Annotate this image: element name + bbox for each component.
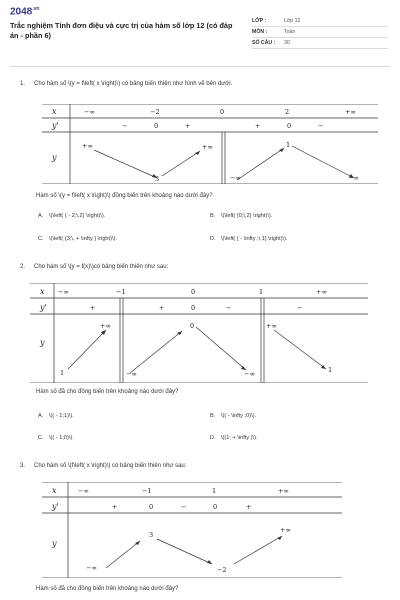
logo-suffix: .vn <box>32 6 40 12</box>
option-text: \(\left( { - 2;\,2} \right)\). <box>49 213 106 219</box>
y-value: −∞ <box>244 370 255 378</box>
option-text: \((1; + \infty )\). <box>221 435 258 441</box>
option-text: \(\left( {3;\, + \infty } \right)\). <box>49 236 117 242</box>
option-label: B. <box>210 413 216 419</box>
y-value: −∞ <box>126 370 137 378</box>
sign: 0 <box>191 304 196 312</box>
question-number: 3. <box>20 463 26 469</box>
option-text: \(\left( {0;\,2} \right)\). <box>221 213 273 219</box>
meta-row-class <box>252 16 388 27</box>
y-value: −∞ <box>230 174 241 182</box>
meta-value: Toán <box>284 29 296 35</box>
x-tick: +∞ <box>316 288 327 296</box>
row-label-x: x <box>52 486 57 495</box>
option-text: \(( - 1;0)\). <box>49 435 74 441</box>
sign: 0 <box>154 122 159 130</box>
x-tick: 0 <box>220 108 225 116</box>
meta-value: 30 <box>284 40 290 46</box>
x-tick: −∞ <box>58 288 69 296</box>
option-label: B. <box>210 213 216 219</box>
question-number: 1. <box>20 81 26 87</box>
option-label: A. <box>38 213 44 219</box>
option-d[interactable] <box>210 236 288 242</box>
question-text: Cho hàm số \(y = f(x)\)có bảng biến thiên như sau: <box>34 264 169 270</box>
logo-text: 2048 <box>10 6 33 18</box>
y-value: −∞ <box>86 564 97 572</box>
sign: + <box>255 122 261 130</box>
meta-table <box>252 16 388 49</box>
y-value: 0 <box>190 322 195 330</box>
option-a[interactable] <box>38 413 74 419</box>
y-value: +∞ <box>202 143 213 151</box>
option-label: A. <box>38 413 44 419</box>
option-text: \(( - 1;1)\). <box>49 413 74 419</box>
y-value: 1 <box>328 366 333 374</box>
row-label-yprime: y' <box>40 303 47 312</box>
option-label: C. <box>38 236 44 242</box>
sign: − <box>122 122 128 130</box>
question-3-stem <box>20 462 186 470</box>
header-divider <box>10 66 390 67</box>
meta-value: Lớp 12 <box>284 18 301 24</box>
sign: 0 <box>149 503 154 511</box>
y-value: 3 <box>155 175 160 183</box>
meta-key: LỚP : <box>252 18 267 24</box>
option-b[interactable] <box>210 213 272 219</box>
x-tick: −1 <box>116 288 126 296</box>
question-text: Cho hàm số \(f\left( x \right)\) có bảng biến thiên như sau: <box>34 463 187 469</box>
variation-table-2 <box>30 283 368 383</box>
row-label-y: y <box>52 153 57 162</box>
question-2-stem <box>20 263 168 271</box>
question-number: 2. <box>20 264 26 270</box>
question-1-stem <box>20 80 232 88</box>
row-label-yprime: y' <box>52 121 59 130</box>
row-label-x: x <box>40 287 45 296</box>
y-value: 3 <box>149 531 154 539</box>
sign: − <box>226 304 232 312</box>
x-tick: 1 <box>212 487 217 495</box>
row-label-x: x <box>52 107 57 116</box>
x-tick: +∞ <box>345 108 356 116</box>
option-a[interactable] <box>38 213 105 219</box>
x-tick: −∞ <box>84 108 95 116</box>
variation-table-1 <box>42 104 378 184</box>
row-label-y: y <box>52 539 57 548</box>
sign: − <box>181 503 187 511</box>
option-d[interactable] <box>210 435 258 441</box>
y-value: −∞ <box>348 174 359 182</box>
x-tick: 1 <box>259 288 264 296</box>
option-c[interactable] <box>38 435 74 441</box>
meta-key: MÔN : <box>252 29 268 35</box>
y-value: +∞ <box>280 526 291 534</box>
x-tick: 2 <box>285 108 290 116</box>
y-value: +∞ <box>82 142 93 150</box>
page-title: Trắc nghiệm Tính đơn điệu và cực trị của hàm số lớp 12 (có đáp án - phần 6) <box>10 21 233 40</box>
sign: 0 <box>213 503 218 511</box>
sign: + <box>159 304 165 312</box>
sign: + <box>246 503 252 511</box>
sign: + <box>185 122 191 130</box>
sign: − <box>297 304 303 312</box>
question-2-prompt: Hàm số đã cho đồng biến trên khoảng nào dưới đây? <box>36 389 179 395</box>
option-text: \(( - \infty ;0)\). <box>221 413 257 419</box>
question-1-prompt: Hàm số \(y = f\left( x \right)\) đồng biến trên khoảng nào dưới đây? <box>36 193 213 199</box>
x-tick: −∞ <box>78 487 89 495</box>
sign: + <box>90 304 96 312</box>
meta-row-count <box>252 38 388 49</box>
question-text: Cho hàm số \(y = f\left( x \right)\) có bảng biến thiên như hình vẽ bên dưới. <box>34 81 233 87</box>
question-3-prompt: Hàm số đã cho đồng biến trên khoảng nào dưới đây? <box>36 586 179 592</box>
x-tick: 0 <box>191 288 196 296</box>
y-value: −2 <box>217 566 227 574</box>
variation-table-3 <box>42 482 342 578</box>
option-text: \(\left( { - \infty ;\,1} \right)\). <box>221 236 288 242</box>
option-label: D. <box>210 435 216 441</box>
option-b[interactable] <box>210 413 256 419</box>
row-label-y: y <box>40 338 45 347</box>
option-c[interactable] <box>38 236 117 242</box>
sign: 0 <box>287 122 292 130</box>
row-label-yprime: y' <box>52 502 59 511</box>
y-value: 1 <box>286 141 291 149</box>
site-logo[interactable] <box>10 6 39 17</box>
meta-row-subject <box>252 27 388 38</box>
y-value: +∞ <box>100 322 111 330</box>
y-value: 1 <box>60 369 65 377</box>
x-tick: +∞ <box>278 487 289 495</box>
meta-key: SỐ CÂU : <box>252 40 276 46</box>
sign: − <box>318 122 324 130</box>
x-tick: −1 <box>142 487 152 495</box>
x-tick: −2 <box>150 108 160 116</box>
option-label: D. <box>210 236 216 242</box>
option-label: C. <box>38 435 44 441</box>
sign: + <box>112 503 118 511</box>
y-value: +∞ <box>266 322 277 330</box>
